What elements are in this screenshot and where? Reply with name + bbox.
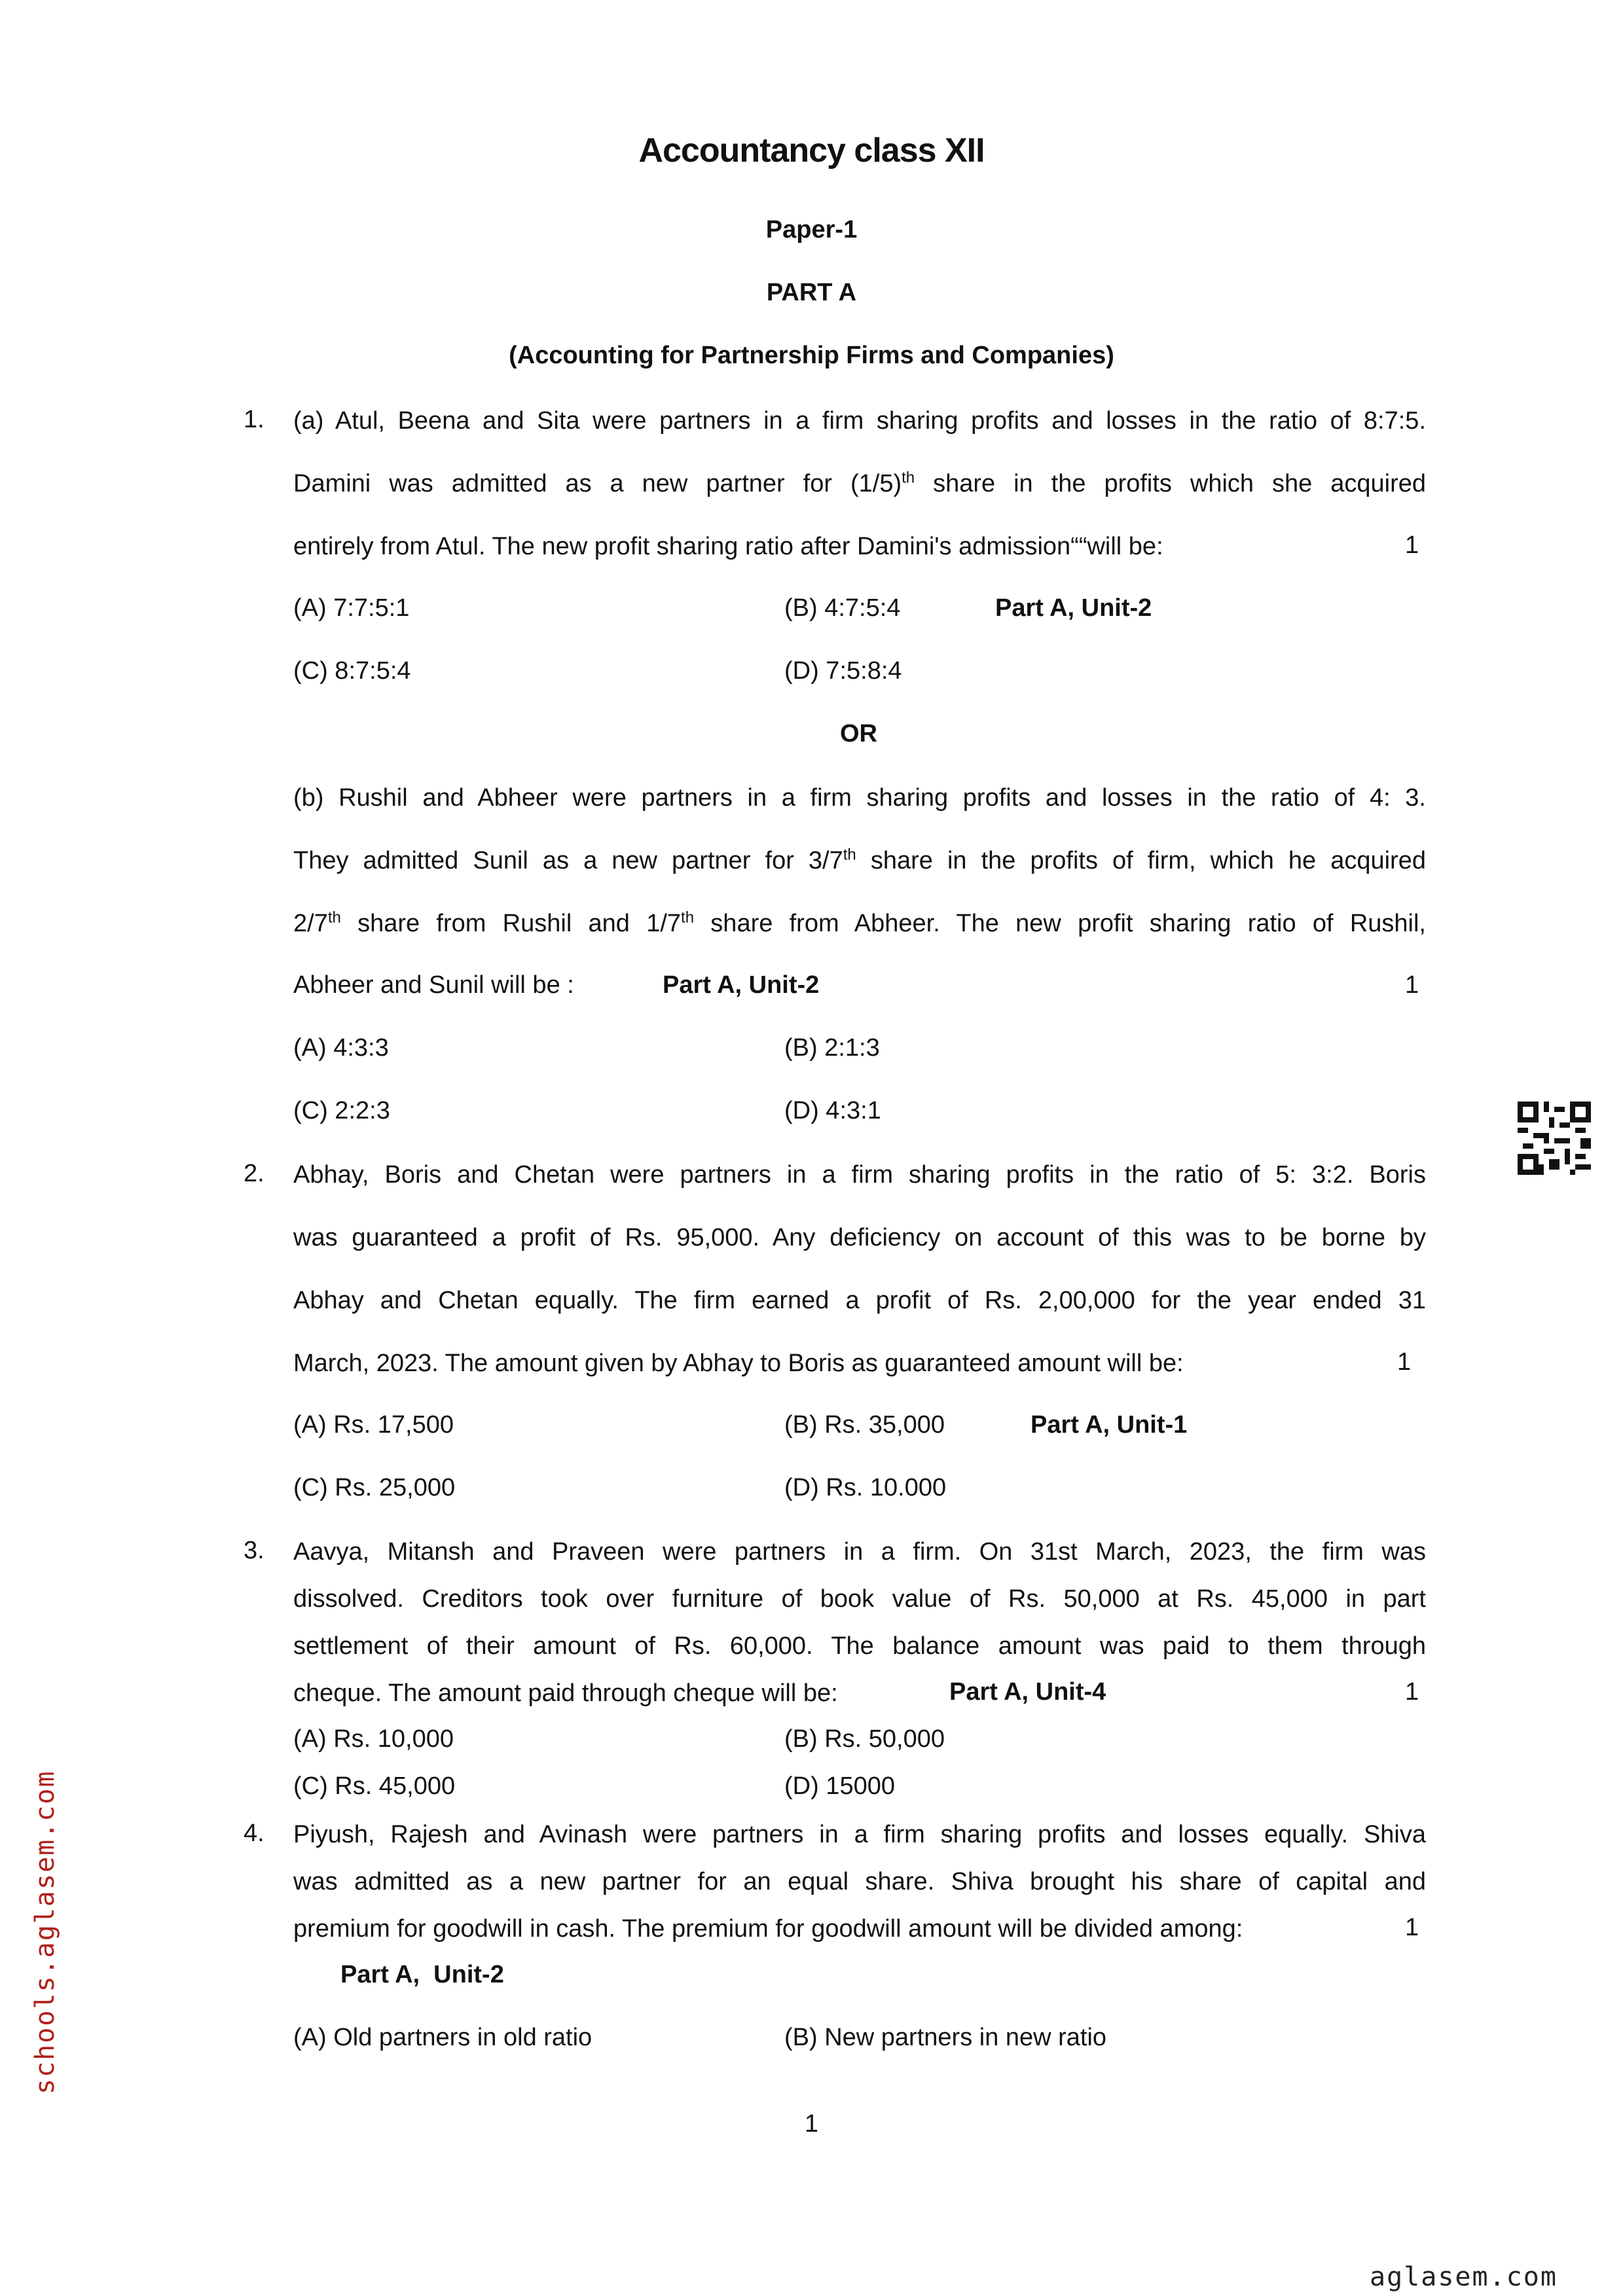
question-text-line: entirely from Atul. The new profit sharing ratio after Damini's admission““will be: xyxy=(293,533,1163,560)
question-text-line: Abhay, Boris and Chetan were partners in a firm sharing profits in the ratio of 5: 3:2. Boris xyxy=(293,1161,1426,1189)
option-c: (C) 8:7:5:4 xyxy=(293,657,411,685)
option-d: (D) Rs. 10.000 xyxy=(784,1474,947,1501)
option-d: (D) 7:5:8:4 xyxy=(784,657,902,685)
marks-value: 1 xyxy=(1405,971,1419,999)
question-text-line: Abhay and Chetan equally. The firm earned a profit of Rs. 2,00,000 for the year ended 31 xyxy=(293,1287,1426,1314)
marks-value: 1 xyxy=(1405,1914,1419,1941)
watermark-vertical: schools.aglasem.com xyxy=(30,1770,60,2094)
document-title: Accountancy class XII xyxy=(638,132,985,170)
question-number: 2. xyxy=(244,1160,264,1187)
question-number: 3. xyxy=(244,1537,264,1564)
section-heading: (Accounting for Partnership Firms and Companies) xyxy=(509,342,1114,369)
unit-tag: Part A, Unit-2 xyxy=(663,971,820,999)
question-text-line: They admitted Sunil as a new partner for 3/7th share in the profits of firm, which he acquired xyxy=(293,846,1426,874)
watermark-footer: aglasem.com xyxy=(1370,2262,1558,2292)
option-a: (A) Old partners in old ratio xyxy=(293,2024,593,2051)
part-label: PART A xyxy=(766,279,857,306)
option-b: (B) Rs. 35,000 xyxy=(784,1411,945,1439)
question-text-line: Aavya, Mitansh and Praveen were partners in a firm. On 31st March, 2023, the firm was xyxy=(293,1538,1426,1566)
option-b: (B) Rs. 50,000 xyxy=(784,1725,945,1753)
question-text-line: settlement of their amount of Rs. 60,000. The balance amount was paid to them through xyxy=(293,1632,1426,1660)
option-d: (D) 15000 xyxy=(784,1772,895,1800)
option-c: (C) 2:2:3 xyxy=(293,1097,390,1124)
question-number: 4. xyxy=(244,1820,264,1847)
option-a: (A) Rs. 17,500 xyxy=(293,1411,454,1439)
question-text-line: dissolved. Creditors took over furniture of book value of Rs. 50,000 at Rs. 45,000 in part xyxy=(293,1585,1426,1613)
question-text-line: 2/7th share from Rushil and 1/7th share from Abheer. The new profit sharing ratio of Rushil, xyxy=(293,908,1426,937)
option-b: (B) 2:1:3 xyxy=(784,1034,880,1062)
question-text-line: cheque. The amount paid through cheque will be: xyxy=(293,1679,838,1707)
page-number: 1 xyxy=(804,2110,819,2138)
question-text-line: March, 2023. The amount given by Abhay to Boris as guaranteed amount will be: xyxy=(293,1350,1184,1377)
unit-tag: Part A, Unit-1 xyxy=(1030,1411,1188,1439)
unit-tag: Part A, Unit-2 xyxy=(995,594,1152,622)
question-text-line: Piyush, Rajesh and Avinash were partners in a firm sharing profits and losses equally. Shiva xyxy=(293,1821,1426,1848)
question-text-line: was admitted as a new partner for an equal share. Shiva brought his share of capital and xyxy=(293,1868,1426,1895)
option-a: (A) Rs. 10,000 xyxy=(293,1725,454,1753)
option-c: (C) Rs. 25,000 xyxy=(293,1474,456,1501)
option-b: (B) 4:7:5:4 xyxy=(784,594,901,622)
question-text-line: Abheer and Sunil will be : xyxy=(293,971,574,999)
question-text-line: was guaranteed a profit of Rs. 95,000. Any deficiency on account of this was to be borne by xyxy=(293,1224,1426,1251)
unit-tag: Part A, Unit-2 xyxy=(340,1961,504,1988)
question-text-line: Damini was admitted as a new partner for $(1/5)^{th}$ share in the profits which she acquired xyxy=(293,469,1426,497)
question-text-line: (b) Rushil and Abheer were partners in a firm sharing profits and losses in the ratio of 4: 3. xyxy=(293,784,1426,812)
marks-value: 1 xyxy=(1405,1678,1419,1706)
option-a: (A) 4:3:3 xyxy=(293,1034,389,1062)
qr-code-icon xyxy=(1518,1102,1591,1175)
option-d: (D) 4:3:1 xyxy=(784,1097,881,1124)
unit-tag: Part A, Unit-4 xyxy=(949,1678,1106,1706)
option-c: (C) Rs. 45,000 xyxy=(293,1772,456,1800)
paper-label: Paper-1 xyxy=(765,216,858,243)
marks-value: 1 xyxy=(1397,1348,1412,1376)
option-b: (B) New partners in new ratio xyxy=(784,2024,1107,2051)
question-text-line: (a) Atul, Beena and Sita were partners in a firm sharing profits and losses in the ratio of 8:7:5. xyxy=(293,407,1426,435)
or-separator: OR xyxy=(840,720,877,747)
question-number: 1. xyxy=(244,406,264,433)
option-a: (A) 7:7:5:1 xyxy=(293,594,410,622)
question-text-line: premium for goodwill in cash. The premium for goodwill amount will be divided among: xyxy=(293,1915,1243,1943)
marks-value: 1 xyxy=(1405,531,1419,559)
